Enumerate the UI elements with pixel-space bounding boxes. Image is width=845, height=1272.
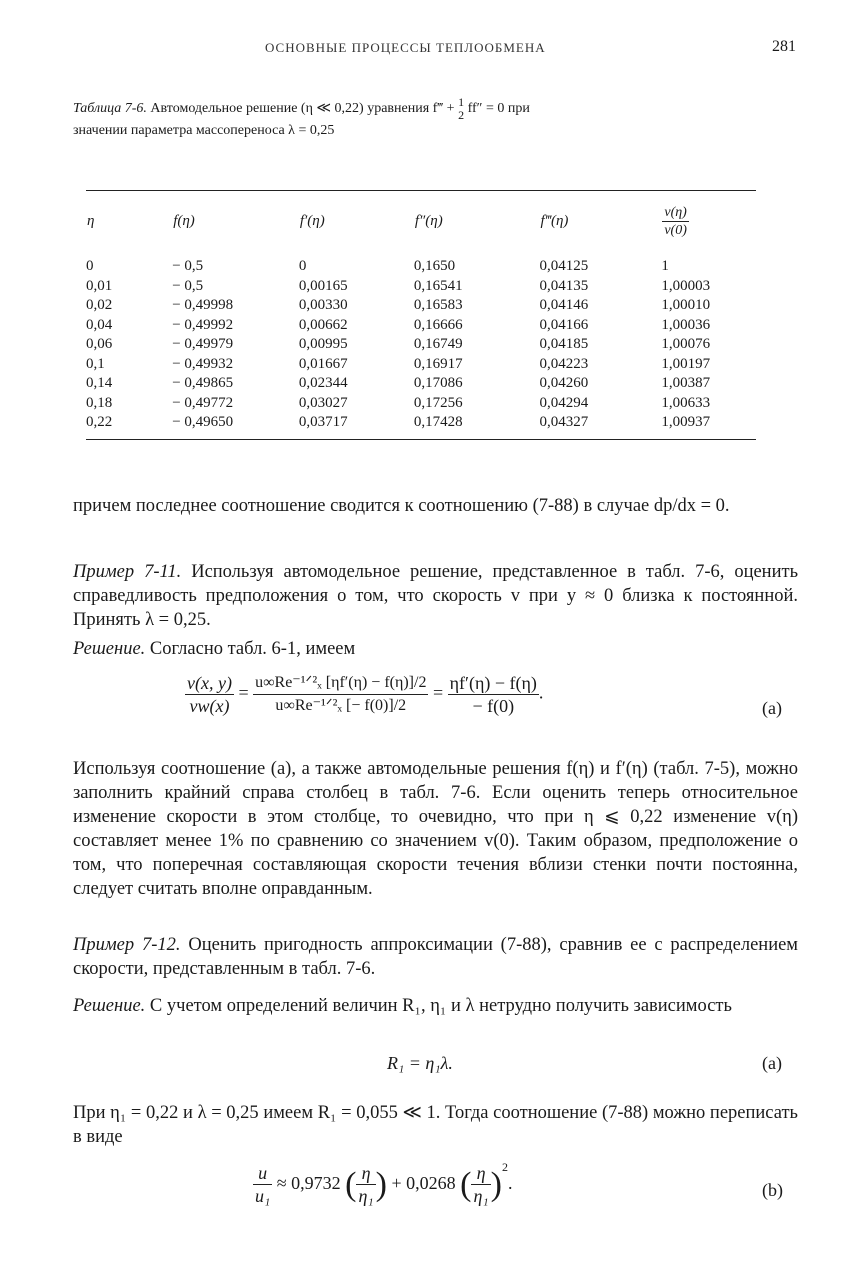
table-cell: 0: [298, 258, 307, 274]
table-row: [86, 277, 756, 297]
table-cell: 0,22: [86, 414, 113, 430]
table-cell: 0,00995: [298, 336, 348, 352]
solution-1: [73, 637, 798, 661]
example-7-12-label: Пример 7-12.: [73, 935, 181, 955]
table-cell: 0,04125: [539, 258, 589, 274]
table-cell: 0,02344: [298, 375, 348, 391]
col-header-f3: f‴(η): [540, 212, 569, 229]
caption-text-3: значении параметра массопереноса λ = 0,25: [73, 123, 335, 138]
table-cell: 0,16917: [413, 355, 463, 372]
table-cell: − 0,49650: [172, 414, 234, 430]
table-cell: 0,16541: [413, 277, 463, 294]
col-header-f2: f″(η): [414, 212, 443, 229]
caption-fraction: [458, 96, 464, 122]
table-cell: 0,16583: [413, 297, 463, 313]
eq-b-lhs-num: u: [253, 1162, 272, 1185]
eq-b-lhs-den: u₁: [255, 1186, 271, 1207]
table-cell: 0,02: [86, 297, 113, 313]
table-row: [86, 296, 756, 316]
col-header-ratio-den: v(0): [664, 222, 687, 238]
eq-b-eta-a: η: [356, 1162, 375, 1185]
paragraph-7: При η₁ = 0,22 и λ = 0,25 имеем R₁ = 0,055 ≪ 1. Тогда соотношение (7-88) можно переписать в виде: [73, 1103, 798, 1147]
solution-2: [73, 994, 798, 1018]
eq-a1-mid-num: u∞Re⁻¹ᐟ²ₓ [ηf′(η) − f(η)]/2: [253, 672, 428, 695]
col-header-f: f(η): [173, 212, 195, 229]
running-title: ОСНОВНЫЕ ПРОЦЕССЫ ТЕПЛООБМЕНА: [265, 40, 546, 55]
table-cell: 0,04294: [539, 394, 589, 411]
table-cell: 0,04185: [539, 336, 589, 352]
eq-b-eta1-a: η₁: [358, 1186, 374, 1207]
table-cell: 1,00003: [661, 277, 711, 294]
table-row: [86, 316, 756, 336]
example-7-11-text: Используя автомодельное решение, представленное в табл. 7-6, оценить справедливость предположения о том, что скорость v при y ≈ 0 близка к постоянной. Принять λ = 0,25.: [73, 562, 799, 630]
solution-1-text: Согласно табл. 6-1, имеем: [149, 639, 356, 659]
values-table: [86, 191, 756, 433]
example-7-11-label: Пример 7-11.: [73, 562, 182, 582]
table-cell: 0,06: [86, 336, 113, 352]
table-cell: 0,04327: [539, 414, 589, 430]
table-cell: − 0,49979: [172, 336, 234, 352]
eq-a1-mid-den: u∞Re⁻¹ᐟ²ₓ [− f(0)]/2: [275, 697, 407, 714]
table-cell: 0,04146: [539, 297, 589, 313]
table-row: [86, 413, 756, 433]
example-7-11: [73, 560, 798, 632]
table-cell: 0,1: [86, 355, 105, 372]
paragraph-1: причем последнее соотношение сводится к соотношению (7-88) в случае dp/dx = 0.: [73, 496, 730, 516]
table-cell: 0,00662: [298, 316, 348, 333]
table-cell: 0,04166: [539, 316, 589, 333]
eq-b-coef-2: + 0,0268: [391, 1173, 456, 1193]
eq-b-eta1-b: η₁: [473, 1186, 489, 1207]
eq-a1-rhs-den: − f(0): [472, 696, 515, 716]
solution-2-label: Решение.: [73, 996, 146, 1016]
caption-frac-den: 2: [458, 108, 465, 122]
eq-a2-tag: (a): [762, 1053, 782, 1073]
table-cell: 0,03717: [298, 414, 348, 430]
caption-text-1: Автомодельное решение (η ≪ 0,22) уравнения f‴ +: [150, 101, 455, 117]
table-cell: 0,04135: [539, 277, 589, 294]
equation-a2: R₁ = η₁λ.: [387, 1053, 453, 1073]
data-table: [86, 190, 756, 440]
eq-a1-rhs-num: ηf′(η) − f(η): [449, 673, 537, 693]
col-header-f1: f′(η): [299, 212, 325, 229]
table-cell: 1,00197: [661, 355, 711, 372]
eq-b-eta-b: η: [471, 1162, 490, 1185]
caption-frac-num: 1: [458, 95, 465, 109]
table-cell: 1,00010: [661, 297, 711, 313]
eq-b-tag: (b): [762, 1180, 783, 1200]
table-cell: 0,04260: [539, 375, 589, 391]
eq-b-coef-1: ≈ 0,9732: [276, 1173, 341, 1193]
example-7-12: [73, 933, 798, 981]
table-cell: 0,01667: [298, 355, 348, 372]
table-row: [86, 355, 756, 375]
table-cell: 0,17428: [413, 414, 463, 430]
table-cell: 0,14: [86, 375, 113, 391]
eq-b-square: 2: [502, 1160, 508, 1174]
table-bottom-rule: [86, 439, 756, 440]
equation-a1: $\frac{v(x, y)}{vw(x)}$ = u∞Re⁻¹ᐟ²ₓ [ηf′(η) − f(η)]/2 u∞Re⁻¹ᐟ²ₓ [− f(0)]/2 = $\frac{\eta f'(\eta) - f(\eta)}{- f(0)}$ .: [187, 673, 544, 716]
col-header-ratio-num: v(η): [662, 204, 689, 222]
table-cell: 0,17256: [413, 394, 463, 411]
table-cell: 0,03027: [298, 394, 348, 411]
table-cell: 1,00633: [661, 394, 711, 411]
table-cell: − 0,49772: [172, 394, 234, 411]
table-cell: 0: [86, 258, 94, 274]
table-cell: 1,00387: [661, 375, 711, 391]
table-cell: 1,00076: [661, 336, 711, 352]
eq-a1-tag: (a): [762, 698, 782, 718]
table-row: [86, 394, 756, 414]
table-caption: [73, 96, 773, 140]
caption-text-2: ff″ = 0 при: [467, 101, 530, 117]
equation-b: $\frac{u}{\text{u₁}}$ ≈ 0,9732 ( $\frac{\eta}{\text{η₁}}$ ) + 0,0268 ( $\frac{\eta}{\text{η₁}}$ )$^2$.: [255, 1160, 513, 1207]
example-7-12-text: Оценить пригодность аппроксимации (7-88), сравнив ее с распределением скорости, представленным в табл. 7-6.: [73, 935, 799, 979]
table-row: [86, 251, 756, 277]
table-cell: 0,16666: [413, 316, 463, 333]
table-cell: 0,17086: [413, 375, 463, 391]
caption-label: Таблица 7-6.: [73, 101, 147, 117]
table-row: [86, 374, 756, 394]
col-header-velocity-ratio: [661, 191, 756, 251]
table-header-row: [86, 191, 756, 251]
table-body: [86, 251, 756, 433]
paragraph-4: Используя соотношение (a), а также автомодельные решения f(η) и f′(η) (табл. 7-5), можно заполнить крайний справа столбец в табл. 7-6. Если оценить теперь относительное изменение скорости в этом столбце, то очевидно, что при η ⩽ 0,22 изменение v(η) составляет менее 1% по сравнению со значением v(0). Таким образом, предположение о том, что поперечная составляющая скорости течения вблизи стенки почти постоянна, следует считать вполне оправданным.: [73, 759, 798, 899]
col-header-eta: η: [87, 212, 95, 229]
table-cell: − 0,5: [172, 277, 204, 294]
table-cell: − 0,49998: [172, 297, 234, 313]
table-cell: − 0,5: [172, 258, 204, 274]
table-cell: 0,04: [86, 316, 113, 333]
table-cell: 0,00165: [298, 277, 348, 294]
table-cell: − 0,49992: [172, 316, 234, 333]
table-cell: 0,00330: [298, 297, 348, 313]
table-cell: 0,18: [86, 394, 113, 411]
table-cell: 1: [661, 258, 669, 274]
page-number: 281: [772, 38, 796, 55]
table-cell: 0,16749: [413, 336, 463, 352]
table-cell: − 0,49932: [172, 355, 234, 372]
table-row: [86, 335, 756, 355]
solution-2-text: С учетом определений величин R₁, η₁ и λ нетрудно получить зависимость: [149, 996, 732, 1016]
table-cell: − 0,49865: [172, 375, 234, 391]
table-cell: 1,00937: [661, 414, 711, 430]
table-cell: 0,04223: [539, 355, 589, 372]
table-cell: 1,00036: [661, 316, 711, 333]
eq-a1-lhs-num: v(x, y): [187, 673, 232, 693]
table-cell: 0,1650: [413, 258, 456, 274]
eq-a1-lhs-den: vw(x): [189, 696, 230, 716]
table-cell: 0,01: [86, 277, 113, 294]
solution-1-label: Решение.: [73, 639, 146, 659]
